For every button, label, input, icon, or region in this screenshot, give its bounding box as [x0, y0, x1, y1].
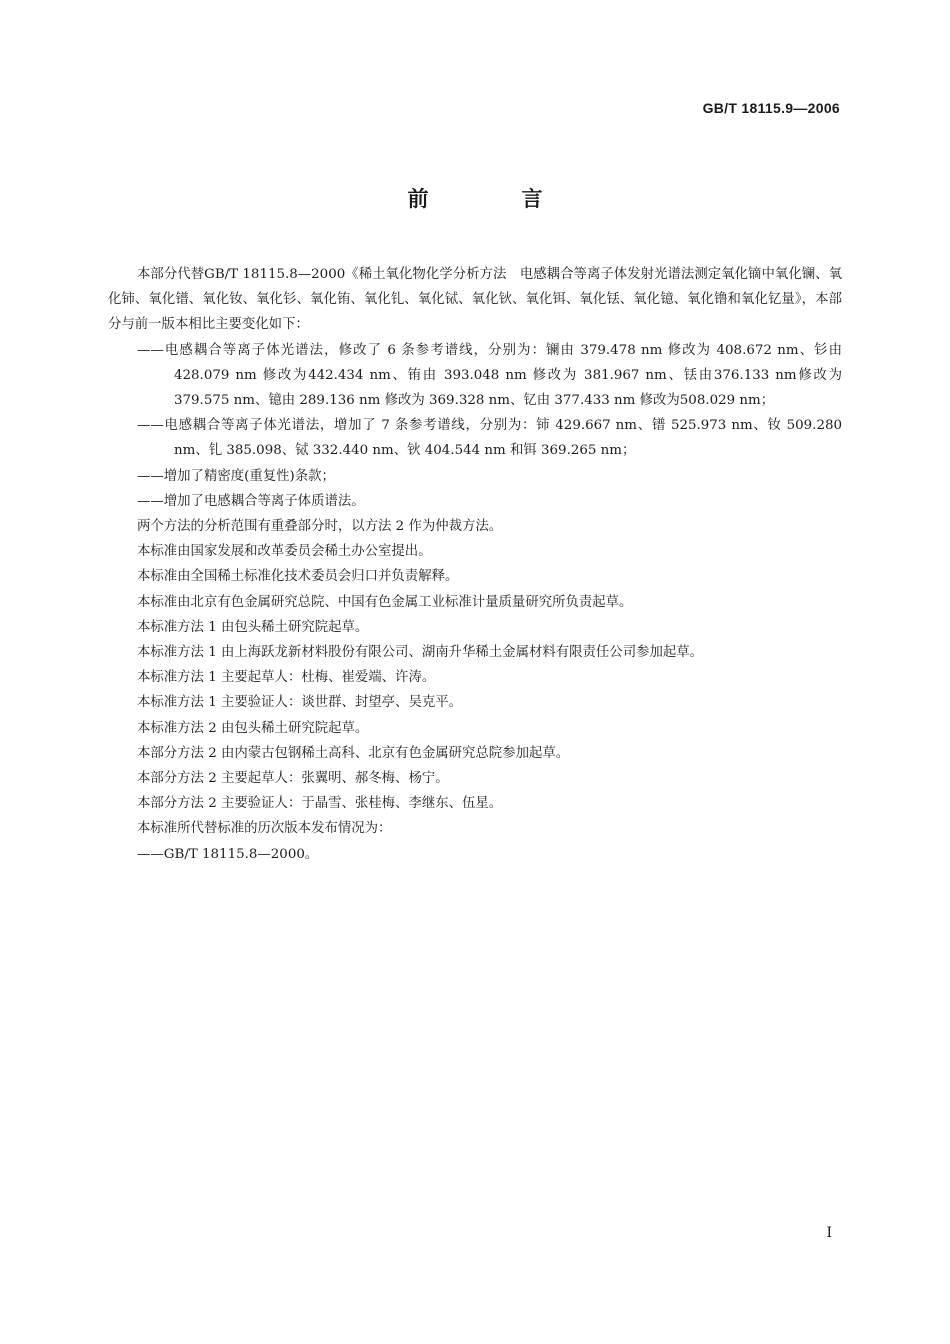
change-item: ——增加了精密度(重复性)条款； [137, 468, 335, 484]
standard-code: GB/T 18115.9—2006 [702, 100, 840, 116]
change-item: ——电感耦合等离子体光谱法，增加了 7 条参考谱线，分别为：铈 429.667 nm、镨 525.973 nm、钕 509.280 nm、钆 385.098、铽 332.440 nm、钬 404.544 nm 和铒 369.265 nm； [137, 418, 842, 459]
paragraph: 本标准方法 1 主要起草人：杜梅、崔爱端、许涛。 [137, 670, 436, 686]
paragraph: 本部分方法 2 主要起草人：张翼明、郝冬梅、杨宁。 [137, 771, 449, 787]
paragraph: 本标准方法 1 由上海跃龙新材料股份有限公司、湖南升华稀土金属材料有限责任公司参加起草。 [137, 645, 704, 661]
foreword-body [108, 262, 842, 867]
replaced-version-item: ——GB/T 18115.8—2000。 [137, 846, 319, 862]
paragraph: 本部分方法 2 由内蒙古包钢稀土高科、北京有色金属研究总院参加起草。 [137, 745, 570, 761]
paragraph: 本标准由北京有色金属研究总院、中国有色金属工业标准计量质量研究所负责起草。 [137, 594, 633, 610]
paragraph: 本标准方法 1 主要验证人：谈世群、封望亭、吴克平。 [137, 695, 463, 711]
change-item: ——电感耦合等离子体光谱法，修改了 6 条参考谱线，分别为：镧由 379.478 nm 修改为 408.672 nm、钐由 428.079 nm 修改为442.434 nm、铕由 393.048 nm 修改为 381.967 nm、铥由376.133 nm修改为 379.575 nm、镱由 289.136 nm 修改为 369.328 nm、钇由 377.433 nm 修改为508.029 nm； [137, 342, 842, 409]
intro-paragraph: 本部分代替GB/T 18115.8—2000《稀土氧化物化学分析方法 电感耦合等离子体发射光谱法测定氧化镝中氧化镧、氧化铈、氧化镨、氧化钕、氧化钐、氧化铕、氧化钆、氧化铽、氧化钬、氧化铒、氧化铥、氧化镱、氧化镥和氧化钇量》，本部分与前一版本相比主要变化如下： [108, 267, 842, 333]
page-title: 前 言 [407, 187, 579, 211]
paragraph: 本标准所代替标准的历次版本发布情况为： [137, 821, 392, 837]
page-number: I [826, 1225, 832, 1241]
paragraph: 本标准方法 2 由包头稀土研究院起草。 [137, 720, 369, 736]
change-item: ——增加了电感耦合等离子体质谱法。 [137, 493, 365, 509]
paragraph: 两个方法的分析范围有重叠部分时，以方法 2 作为仲裁方法。 [137, 519, 503, 535]
paragraph: 本标准由国家发展和改革委员会稀土办公室提出。 [137, 544, 432, 560]
paragraph: 本部分方法 2 主要验证人：于晶雪、张桂梅、李继东、伍星。 [137, 796, 503, 812]
paragraph: 本标准方法 1 由包头稀土研究院起草。 [137, 619, 369, 635]
paragraph: 本标准由全国稀土标准化技术委员会归口并负责解释。 [137, 569, 459, 585]
